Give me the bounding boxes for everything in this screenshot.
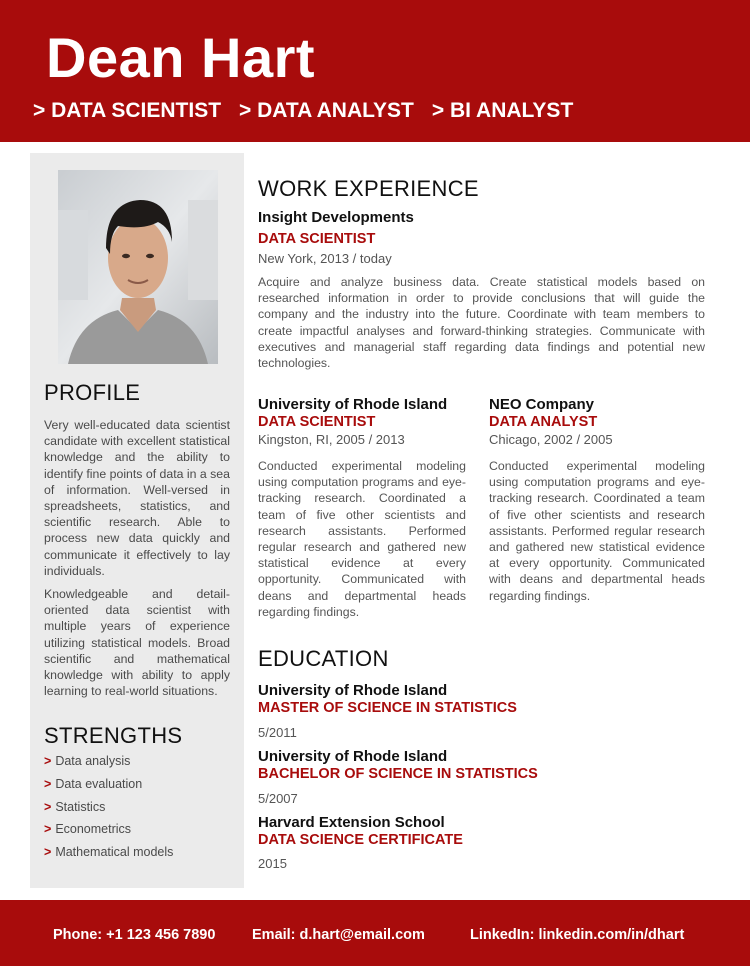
education-title: EDUCATION [258, 646, 389, 671]
profile-photo [58, 170, 218, 364]
edu-2-degree: BACHELOR OF SCIENCE IN STATISTICS [258, 766, 538, 782]
bullet-arrow-icon: > [44, 799, 52, 814]
edu-1-date: 5/2011 [258, 725, 297, 740]
job-1-description: Acquire and analyze business data. Create statistical models based on researched information in order to provide conclusions that will guide the company and the industry into the future. Coordinate with team members to create impactful analyses and forward-thinking strategies. Communicate with executives and managerial staff regarding data findings and potential new technologies. [258, 275, 705, 371]
edu-2-school: University of Rhode Island [258, 748, 448, 765]
bullet-arrow-icon: > [44, 754, 52, 768]
job-title-2: > DATA ANALYST [239, 99, 414, 122]
job-titles [33, 99, 573, 123]
job-2-company: University of Rhode Island [258, 396, 448, 413]
bullet-arrow-icon: > [44, 845, 52, 860]
edu-3-degree: DATA SCIENCE CERTIFICATE [258, 832, 463, 848]
job-3-role: DATA ANALYST [489, 414, 598, 430]
job-3-company: NEO Company [489, 396, 595, 413]
edu-1-school: University of Rhode Island [258, 682, 448, 699]
footer-contact-bar [0, 900, 750, 966]
job-title-3: > BI ANALYST [431, 99, 574, 122]
job-2-role: DATA SCIENTIST [258, 414, 376, 430]
profile-title: PROFILE [44, 380, 141, 405]
job-1-location: New York, 2013 / today [258, 251, 392, 266]
strengths-list [44, 754, 173, 868]
job-3-description: Conducted experimental modeling using computation programs and eye-tracking research. Coordinated a team of five other scientists and research assistants. Performed regular research and gathered new statistical evidence at every opportunity. Communicated with deans and departmental heads regarding findings. [489, 459, 705, 603]
contact-email[interactable]: Email: d.hart@email.com [252, 927, 425, 943]
edu-1-degree: MASTER OF SCIENCE IN STATISTICS [258, 700, 517, 716]
job-2-description: Conducted experimental modeling using computation programs and eye-tracking research. Coordinated a team of five other scientists and research assistants. Performed regular research and gathered new statistical evidence at every opportunity. Communicated with deans and departmental heads regarding findings. [258, 459, 466, 619]
strengths-title: STRENGTHS [44, 723, 183, 748]
header-banner [0, 0, 750, 142]
bullet-arrow-icon: > [44, 822, 52, 837]
profile-photo-icon [58, 170, 218, 364]
edu-3-school: Harvard Extension School [258, 814, 445, 831]
job-1-company: Insight Developments [258, 209, 414, 226]
edu-3-date: 2015 [258, 856, 287, 871]
job-1-role: DATA SCIENTIST [258, 231, 376, 247]
contact-phone: Phone: +1 123 456 7890 [53, 927, 216, 943]
strength-item: > Statistics [44, 799, 106, 814]
profile-paragraph-1: Very well-educated data scientist candidate with excellent statistical knowledge and the ability to identify fine points of data in a sea of information. Well-versed in spreadsheets, statistics, and scientific research. Able to process new data quickly and communicate it effectively to lay individuals. [44, 418, 230, 578]
profile-paragraph-2: Knowledgeable and detail-oriented data scientist with multiple years of experience utilizing statistical models. Broad scientific and mathematical knowledge with ability to apply learning to real-world situations. [44, 587, 230, 699]
strength-item: > Data evaluation [44, 776, 143, 791]
edu-2-date: 5/2007 [258, 791, 298, 806]
work-experience-title: WORK EXPERIENCE [258, 176, 479, 201]
job-3-location: Chicago, 2002 / 2005 [489, 432, 613, 447]
strength-item: > Data analysis [44, 754, 131, 768]
bullet-arrow-icon: > [44, 776, 52, 791]
sidebar [30, 153, 244, 888]
candidate-name: Dean Hart [46, 26, 316, 89]
job-title-1: > DATA SCIENTIST [33, 99, 222, 122]
contact-linkedin[interactable]: LinkedIn: linkedin.com/in/dhart [470, 927, 685, 943]
job-2-location: Kingston, RI, 2005 / 2013 [258, 432, 405, 447]
strength-item: > Econometrics [44, 822, 132, 837]
strength-item: > Mathematical models [44, 845, 174, 860]
